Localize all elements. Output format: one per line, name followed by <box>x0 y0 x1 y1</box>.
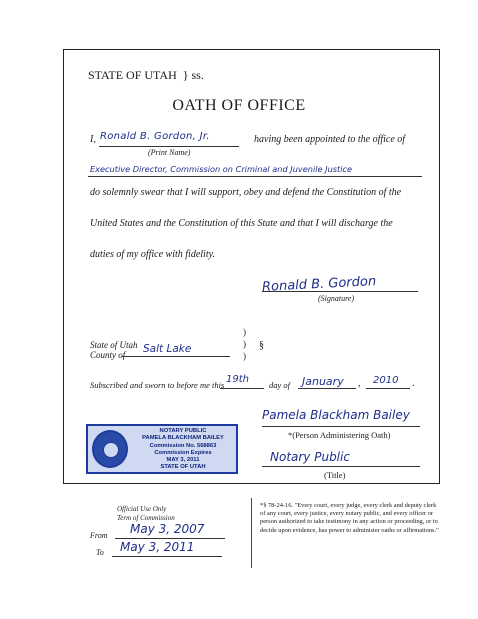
date-period: . <box>412 378 415 389</box>
month-value: January <box>302 375 344 388</box>
from-line <box>115 538 225 539</box>
county-value: Salt Lake <box>143 343 192 355</box>
venue-brace-2: ) <box>243 339 246 349</box>
day-of-label: day of <box>269 380 291 390</box>
stamp-text <box>130 428 236 472</box>
county-line <box>122 356 230 357</box>
statute-text: *§ 78-24-16. "Every court, every judge, every clerk and deputy clerk of any court, every justice, every notary public, and every officer or person authorized to take testimony in any action or proceeding, or to decide upon evidence, has power to administer oaths or affirmations." <box>260 502 439 534</box>
official-use-heading: Official Use Only <box>117 505 167 513</box>
year-line <box>366 388 410 389</box>
stamp-line-3: Commission No. 568863 <box>149 442 217 449</box>
i-label: I, <box>90 134 96 145</box>
print-name-label: (Print Name) <box>148 148 191 157</box>
oath-body-line-3: duties of my office with fidelity. <box>90 249 215 260</box>
to-date-value: May 3, 2011 <box>120 540 195 554</box>
stamp-line-6: STATE OF UTAH <box>160 464 206 471</box>
venue-state-label: State of Utah <box>90 340 138 350</box>
administrator-label: *(Person Administering Oath) <box>288 430 391 440</box>
to-line <box>112 556 222 557</box>
year-value: 2010 <box>373 375 399 386</box>
date-comma: , <box>358 378 361 389</box>
seal-emblem-icon <box>103 442 119 458</box>
appointed-text: having been appointed to the office of <box>254 134 406 145</box>
oath-body-line-1: do solemnly swear that I will support, obey and defend the Constitution of the <box>90 187 402 198</box>
from-label: From <box>90 531 108 540</box>
state-heading <box>88 68 204 83</box>
stamp-line-5: MAY 3, 2011 <box>166 457 200 464</box>
oath-body-line-2: United States and the Constitution of this State and that I will discharge the <box>90 218 393 229</box>
title-label: (Title) <box>324 470 346 480</box>
month-line <box>298 388 356 389</box>
signer-signature: Ronald B. Gordon <box>261 274 377 295</box>
signature-line <box>262 291 418 292</box>
signature-label: (Signature) <box>318 294 355 303</box>
administrator-line <box>262 426 420 427</box>
section-symbol: § <box>259 340 264 351</box>
day-line <box>220 388 264 389</box>
document-title: OATH OF OFFICE <box>172 97 306 114</box>
subscribed-text: Subscribed and sworn to before me this <box>90 380 225 390</box>
stamp-line-2: PAMELA BLACKHAM BAILEY <box>142 435 224 442</box>
office-line <box>88 176 422 177</box>
venue-brace-3: ) <box>243 351 246 361</box>
state-label: STATE OF UTAH <box>88 68 177 82</box>
venue-brace-1: ) <box>243 327 246 337</box>
stamp-line-1: NOTARY PUBLIC <box>159 428 207 434</box>
office-title: Executive Director, Commission on Criminal and Juvenile Justice <box>90 164 353 174</box>
printed-name: Ronald B. Gordon, Jr. <box>100 131 210 142</box>
term-of-commission-heading: Term of Commission <box>117 514 175 522</box>
statute-divider <box>251 498 252 568</box>
stamp-seal <box>92 430 128 468</box>
notary-title-value: Notary Public <box>270 450 350 464</box>
administrator-signature: Pamela Blackham Bailey <box>262 408 410 422</box>
from-date-value: May 3, 2007 <box>130 522 205 536</box>
name-line <box>99 146 239 147</box>
title-line <box>262 466 420 467</box>
venue-county-label: County of <box>90 350 126 360</box>
notary-stamp <box>86 424 238 474</box>
ss-label: } ss. <box>182 68 204 82</box>
stamp-line-4: Commission Expires <box>154 449 212 456</box>
day-value: 19th <box>226 374 249 385</box>
to-label: To <box>96 548 104 557</box>
